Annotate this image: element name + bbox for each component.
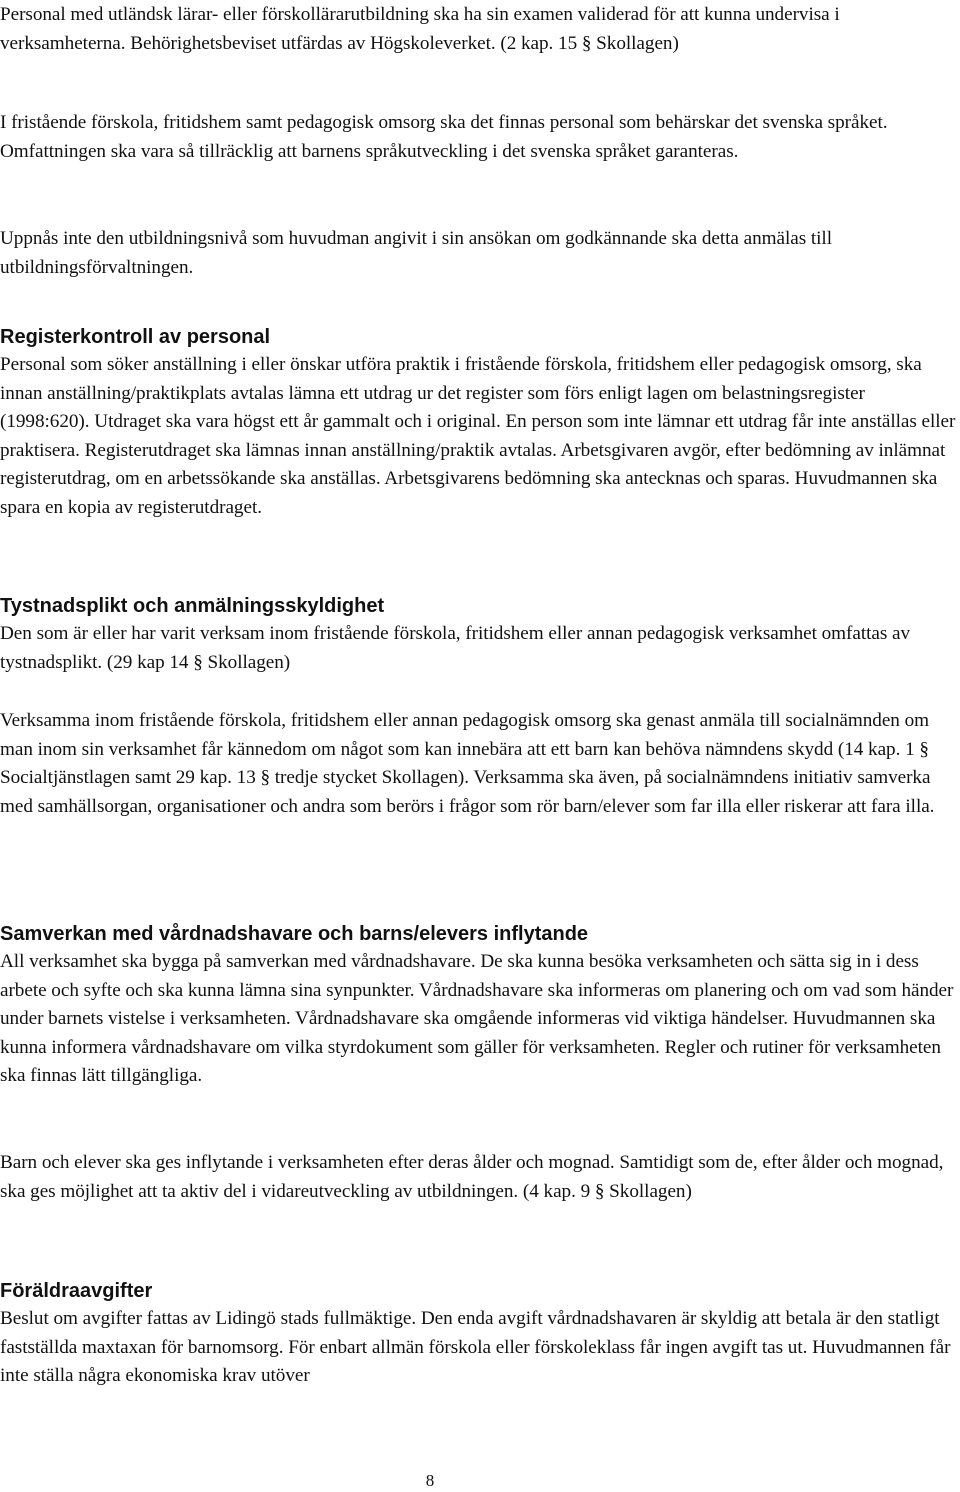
- paragraph-inflytande: [0, 1149, 958, 1206]
- section-body: All verksamhet ska bygga på samverkan med vårdnadshavare. De ska kunna besöka verksamheten och sätta sig in i dess arbete och syfte och ska kunna lämna sina synpunkter. Vårdnadshavare ska informeras om planering och om vad som händer under barnets vistelse i verksamheten. Vårdnadshavare ska omgående informeras vid viktiga händelser. Huvudmannen ska kunna informera vårdnadshavare om vilka styrdokument som gäller för verksamheten. Regler och rutiner för verksamheten ska finnas lätt tillgängliga.: [0, 951, 954, 1087]
- section-body: Barn och elever ska ges inflytande i verksamheten efter deras ålder och mognad. Samtidigt som de, efter ålder och mognad, ska ges möjlighet att ta aktiv del i vidareutveckling av utbildningen. (4 kap. 9 § Skollagen): [0, 1152, 944, 1202]
- section-foraldraavgifter: [0, 1277, 958, 1391]
- section-heading: Registerkontroll av personal: [0, 326, 271, 348]
- paragraph-validering: [0, 1, 958, 58]
- paragraph-utbildningsniva: [0, 225, 958, 282]
- paragraph-anmalningsskyldighet: [0, 707, 958, 821]
- section-heading: Föräldraavgifter: [0, 1280, 153, 1302]
- page-number: 8: [425, 1471, 435, 1490]
- paragraph-text: I fristående förskola, fritidshem samt pedagogisk omsorg ska det finnas personal som behärskar det svenska språket. Omfattningen ska vara så tillräcklig att barnens språkutveckling i det svenska språket garanteras.: [0, 112, 888, 162]
- section-samverkan: [0, 920, 958, 1091]
- section-body: Beslut om avgifter fattas av Lidingö stads fullmäktige. Den enda avgift vårdnadshavaren är skyldig att betala är den statligt fastställda maxtaxan för barnomsorg. För enbart allmän förskola eller förskoleklass får ingen avgift tas ut. Huvudmannen får inte ställa några ekonomiska krav utöver: [0, 1308, 951, 1387]
- paragraph-text: Uppnås inte den utbildningsnivå som huvudman angivit i sin ansökan om godkännande ska detta anmälas till utbildningsförvaltningen.: [0, 228, 832, 278]
- section-registerkontroll: [0, 323, 958, 523]
- section-body: Verksamma inom fristående förskola, fritidshem eller annan pedagogisk omsorg ska genast anmäla till socialnämnden om man inom sin verksamhet får kännedom om något som kan innebära att ett barn kan behöva nämndens skydd (14 kap. 1 § Socialtjänstlagen samt 29 kap. 13 § tredje stycket Skollagen). Verksamma ska även, på socialnämndens initiativ samverka med samhällsorgan, organisationer och andra som berörs i frågor som rör barn/elever som far illa eller riskerar att fara illa.: [0, 710, 935, 817]
- section-body: Personal som söker anställning i eller önskar utföra praktik i fristående förskola, fritidshem eller pedagogisk omsorg, ska innan anställning/praktikplats avtalas lämna ett utdrag ur det register som förs enligt lagen om belastningsregister (1998:620). Utdraget ska vara högst ett år gammalt och i original. En person som inte lämnar ett utdrag får inte anställas eller praktisera. Registerutdraget ska lämnas innan anställning/praktik avtalas. Arbetsgivaren avgör, efter bedömning av inlämnat registerutdrag, om en arbetssökande ska anställas. Arbetsgivarens bedömning ska antecknas och sparas. Huvudmannen ska spara en kopia av registerutdraget.: [0, 354, 956, 518]
- paragraph-svenska-spraket: [0, 109, 958, 166]
- section-heading: Tystnadsplikt och anmälningsskyldighet: [0, 595, 385, 617]
- paragraph-text: Personal med utländsk lärar- eller förskollärarutbildning ska ha sin examen validerad för att kunna undervisa i verksamheterna. Behörighetsbeviset utfärdas av Högskoleverket. (2 kap. 15 § Skollagen): [0, 4, 840, 54]
- section-heading: Samverkan med vårdnadshavare och barns/elevers inflytande: [0, 923, 589, 945]
- section-tystnadsplikt: [0, 592, 958, 677]
- section-body: Den som är eller har varit verksam inom fristående förskola, fritidshem eller annan pedagogisk verksamhet omfattas av tystnadsplikt. (29 kap 14 § Skollagen): [0, 623, 911, 673]
